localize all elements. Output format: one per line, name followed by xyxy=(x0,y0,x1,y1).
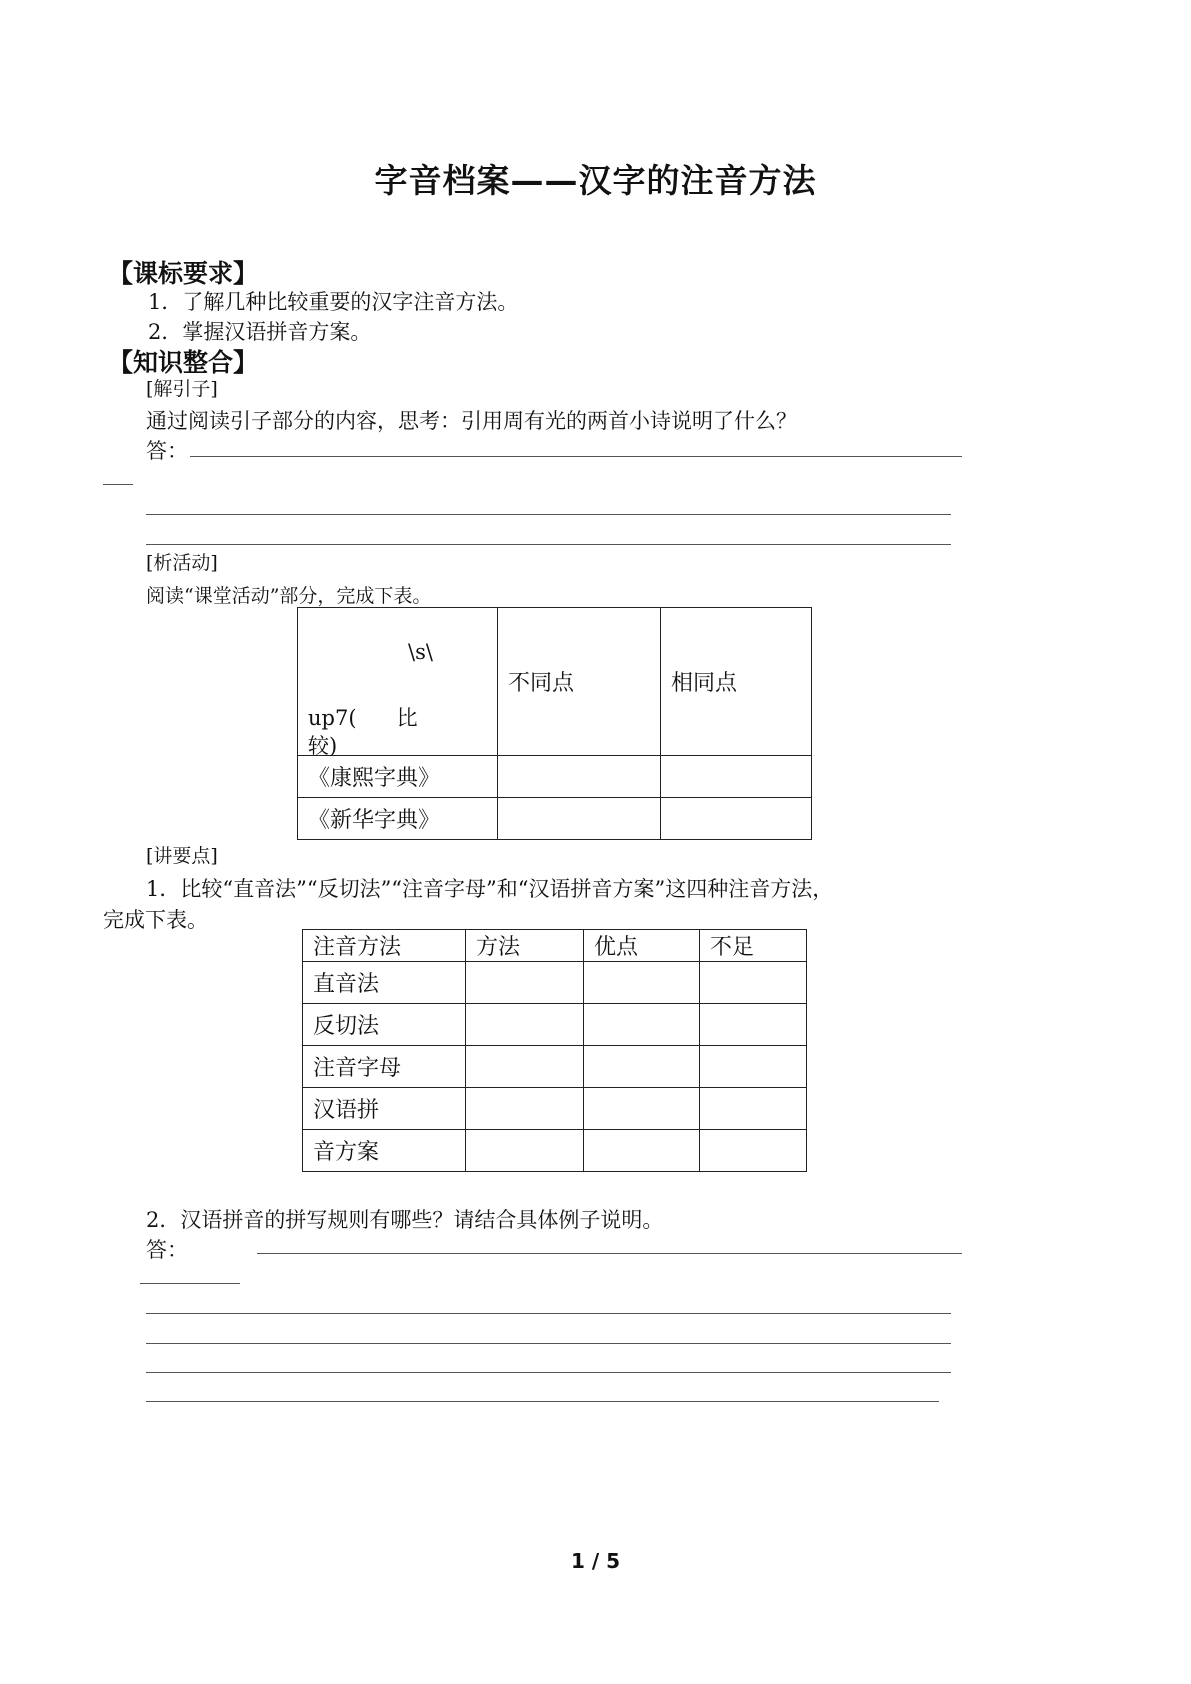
table-cell[interactable] xyxy=(700,1130,807,1172)
answer-line[interactable] xyxy=(146,1343,951,1344)
column-header: 不足 xyxy=(700,930,807,962)
activity-label: [析活动] xyxy=(146,552,218,574)
table-cell[interactable] xyxy=(700,1088,807,1130)
row-header: 反切法 xyxy=(303,1004,466,1046)
answer-line[interactable] xyxy=(146,1401,939,1402)
table-cell[interactable] xyxy=(466,1088,584,1130)
row-header: 汉语拼 xyxy=(303,1088,466,1130)
methods-table xyxy=(302,929,807,1172)
activity-instruction: 阅读“课堂活动”部分，完成下表。 xyxy=(146,585,432,607)
column-header: 方法 xyxy=(466,930,584,962)
row-header: 直音法 xyxy=(303,962,466,1004)
answer-label-2: 答： xyxy=(146,1238,188,1262)
table-cell[interactable] xyxy=(584,1130,700,1172)
standards-heading: 【课标要求】 xyxy=(108,259,259,288)
table-cell[interactable] xyxy=(584,1004,700,1046)
answer-label: 答： xyxy=(146,439,188,463)
table-cell[interactable] xyxy=(584,1046,700,1088)
column-header-differences: 不同点 xyxy=(498,608,661,756)
corner-text-top: \s\ xyxy=(408,640,433,664)
table-cell[interactable] xyxy=(466,1046,584,1088)
table-cell[interactable] xyxy=(700,1004,807,1046)
answer-line[interactable] xyxy=(103,484,133,485)
table-cell[interactable] xyxy=(700,1046,807,1088)
table-cell[interactable] xyxy=(700,962,807,1004)
point2-question: 2．汉语拼音的拼写规则有哪些？请结合具体例子说明。 xyxy=(146,1208,664,1232)
table-cell[interactable] xyxy=(661,756,812,798)
intro-label: [解引子] xyxy=(146,378,218,400)
answer-line[interactable] xyxy=(146,514,951,515)
answer-line[interactable] xyxy=(146,544,951,545)
answer-line[interactable] xyxy=(140,1283,240,1284)
answer-line[interactable] xyxy=(146,1372,951,1373)
points-label: [讲要点] xyxy=(146,845,218,867)
corner-text-mid: up7( 比 xyxy=(308,706,418,730)
table-corner-cell xyxy=(298,608,498,756)
standards-item-1: 1．了解几种比较重要的汉字注音方法。 xyxy=(148,290,519,314)
answer-line[interactable] xyxy=(190,456,962,457)
row-header: 《康熙字典》 xyxy=(298,756,498,798)
knowledge-heading: 【知识整合】 xyxy=(108,348,259,377)
page-number: 1 / 5 xyxy=(570,1549,621,1573)
standards-item-2: 2．掌握汉语拼音方案。 xyxy=(148,320,372,344)
column-header-similarities: 相同点 xyxy=(661,608,812,756)
answer-line[interactable] xyxy=(146,1313,951,1314)
row-header: 音方案 xyxy=(303,1130,466,1172)
column-header: 注音方法 xyxy=(303,930,466,962)
row-header: 《新华字典》 xyxy=(298,798,498,840)
point1-line2: 完成下表。 xyxy=(103,908,208,932)
intro-question: 通过阅读引子部分的内容，思考：引用周有光的两首小诗说明了什么？ xyxy=(146,409,797,433)
comparison-table xyxy=(297,607,812,840)
table-cell[interactable] xyxy=(466,1130,584,1172)
row-header: 注音字母 xyxy=(303,1046,466,1088)
table-cell[interactable] xyxy=(661,798,812,840)
table-cell[interactable] xyxy=(498,798,661,840)
page-title: 字音档案——汉字的注音方法 xyxy=(374,161,817,200)
column-header: 优点 xyxy=(584,930,700,962)
answer-line[interactable] xyxy=(257,1253,962,1254)
table-cell[interactable] xyxy=(584,1088,700,1130)
point1-line1: 1．比较“直音法”“反切法”“注音字母”和“汉语拼音方案”这四种注音方法， xyxy=(146,877,834,901)
table-cell[interactable] xyxy=(498,756,661,798)
table-cell[interactable] xyxy=(584,962,700,1004)
table-cell[interactable] xyxy=(466,1004,584,1046)
table-cell[interactable] xyxy=(466,962,584,1004)
corner-text-bottom: 较) xyxy=(308,734,338,758)
